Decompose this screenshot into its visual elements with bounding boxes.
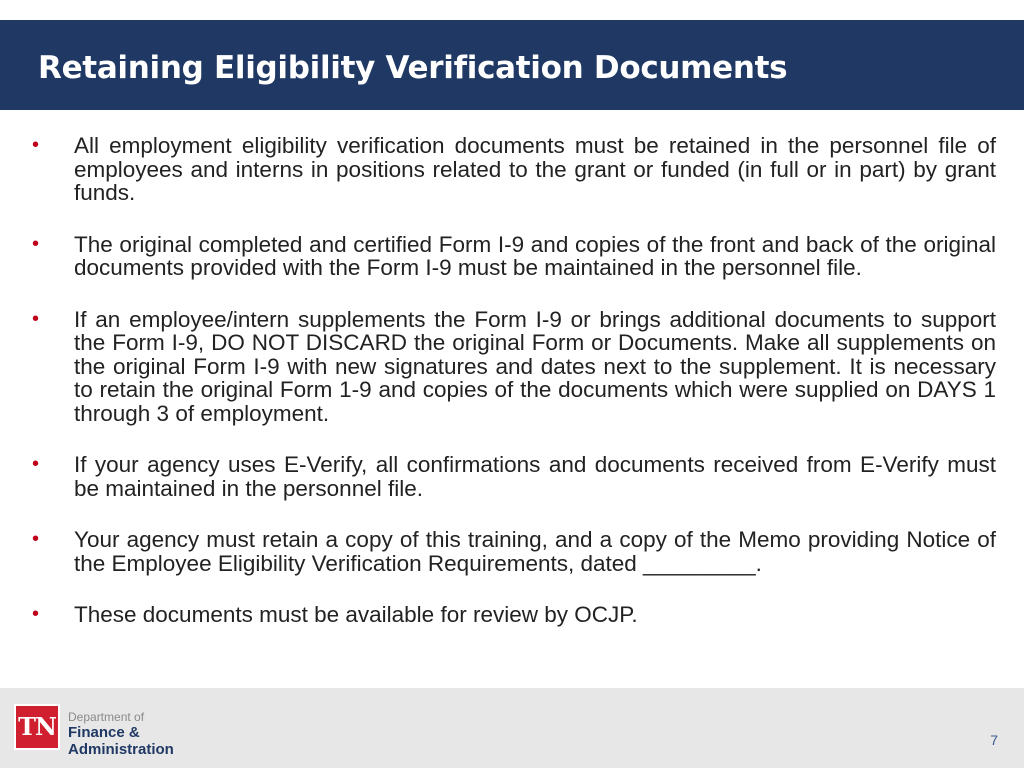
department-name <box>68 710 174 758</box>
bullet-text: All employment eligibility verification documents must be retained in the personnel file of employees and interns in positions related to the grant or funded (in full or in part) by grant funds. <box>74 133 996 205</box>
bullet-text: Your agency must retain a copy of this training, and a copy of the Memo providing Notice of the Employee Eligibility Verification Requirements, dated _________. <box>74 527 996 576</box>
bullet-dot-icon: • <box>32 134 40 156</box>
tn-logo-icon: TN <box>14 704 60 750</box>
bullet-text: If your agency uses E-Verify, all confirmations and documents received from E-Verify must be maintained in the personnel file. <box>74 452 996 501</box>
bullet-text: These documents must be available for review by OCJP. <box>74 602 638 627</box>
bullet-item <box>30 453 996 500</box>
bullet-dot-icon: • <box>32 528 40 550</box>
bullet-text: If an employee/intern supplements the Form I-9 or brings additional documents to support the Form I-9, DO NOT DISCARD the original Form or Documents. Make all supplements on the original Form I-9 with new signatures and dates next to the supplement. It is necessary to retain the original Form 1-9 and copies of the documents which were supplied on DAYS 1 through 3 of employment. <box>74 306 996 426</box>
dept-line-3: Administration <box>68 741 174 758</box>
bullet-dot-icon: • <box>32 453 40 475</box>
bullet-text: The original completed and certified Form I-9 and copies of the front and back of the original documents provided with the Form I-9 must be maintained in the personnel file. <box>74 231 996 280</box>
footer <box>0 688 1024 768</box>
bullet-item <box>30 308 996 426</box>
slide-title: Retaining Eligibility Verification Documents <box>38 50 788 86</box>
bullet-item <box>30 233 996 280</box>
bullet-list <box>30 134 996 655</box>
bullet-item <box>30 134 996 205</box>
bullet-dot-icon: • <box>32 603 40 625</box>
bullet-dot-icon: • <box>32 232 40 255</box>
bullet-item <box>30 603 996 627</box>
page-number: 7 <box>990 732 998 748</box>
dept-line-1: Department of <box>68 710 145 724</box>
bullet-dot-icon: • <box>32 307 40 330</box>
dept-line-2: Finance & <box>68 724 140 741</box>
bullet-item <box>30 528 996 575</box>
